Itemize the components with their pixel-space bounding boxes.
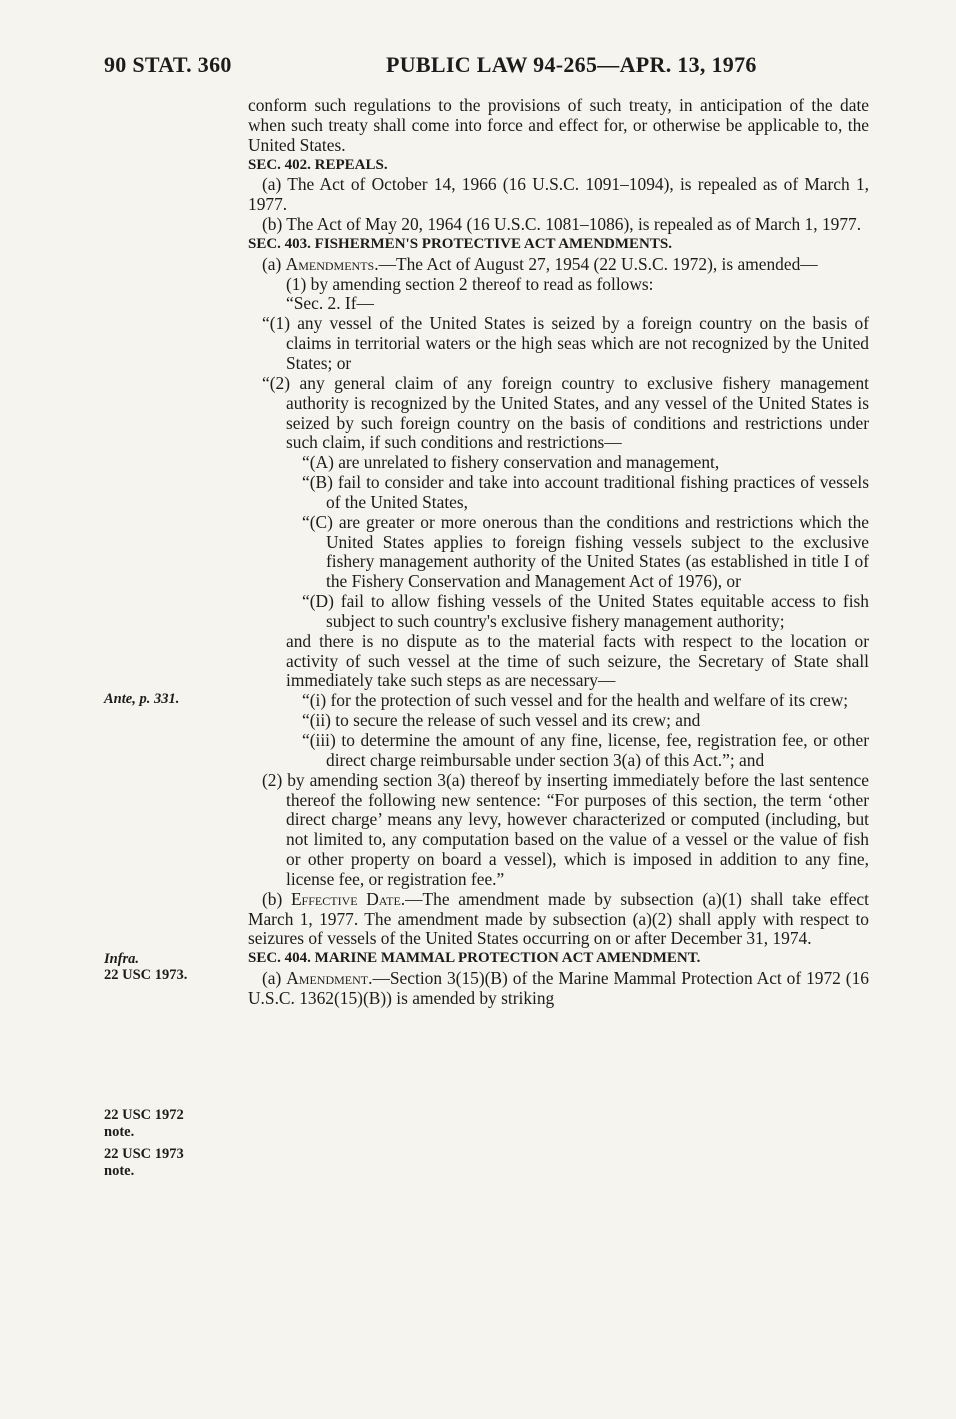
paragraph-2: “(2) any general claim of any foreign country to exclusive fishery management authority is recognized by the United States, and any vessel of the United States is seized by such foreign country on the basis of conditions and restrictions under such claim, if such conditions and restrictions— <box>262 372 869 453</box>
margin-note-infra: Infra. <box>104 951 140 967</box>
margin-note-22usc1973: 22 USC 1973. <box>104 967 188 983</box>
section-402-heading: SEC. 402. REPEALS. <box>248 156 388 173</box>
margin-note-22usc1973-b: 22 USC 1973 <box>104 1146 184 1162</box>
paragraph-iii: “(iii) to determine the amount of any fine, license, fee, registration fee, or other direct charge reimbursable under section 3(a) of this Act.”; and <box>302 730 869 770</box>
sec-2-lead: “Sec. 2. If— <box>286 293 374 314</box>
section-403-a-text: —The Act of August 27, 1954 (22 U.S.C. 1972), is amended— <box>378 253 818 274</box>
section-402-a: (a) The Act of October 14, 1966 (16 U.S.C. 1091–1094), is repealed as of March 1, 1977. <box>248 174 869 215</box>
running-title-header: PUBLIC LAW 94-265—APR. 13, 1976 <box>386 52 757 77</box>
section-404-heading: SEC. 404. MARINE MAMMAL PROTECTION ACT AMENDMENT. <box>248 950 701 967</box>
paragraph-D: “(D) fail to allow fishing vessels of the United States equitable access to fish subject to such country's exclusive fishery management authority; <box>302 591 869 631</box>
paragraph-i: “(i) for the protection of such vessel and for the health and welfare of its crew; <box>302 690 849 711</box>
and-there-clause: and there is no dispute as to the material facts with respect to the location or activity of such vessel at the time of such seizure, the Secretary of State shall immediately take such steps as are necessary— <box>286 630 869 691</box>
paragraph-A: “(A) are unrelated to fishery conservation and management, <box>302 452 720 473</box>
section-403-a-2: (2) by amending section 3(a) thereof by inserting immediately before the last sentence thereof the following new sentence: “For purposes of this section, the term ‘other direct charge’ means any levy, however characterized or computed (including, but not limited to, any computation based on the value of a vessel or the value of fish or other property on board a vessel), which is imposed in addition to any fine, license fee, or registration fee.” <box>262 769 869 889</box>
section-403-a-heading: Amendments. <box>285 253 379 274</box>
margin-note-22usc1973-note: note. <box>104 1163 135 1179</box>
section-402-b: (b) The Act of May 20, 1964 (16 U.S.C. 1081–1086), is repealed as of March 1, 1977. <box>262 214 862 235</box>
margin-note-22usc1972-note: note. <box>104 1124 135 1140</box>
section-403-b-label: (b) <box>262 888 291 909</box>
section-403-b-heading: Effective Date. <box>290 888 406 909</box>
section-403-a-label: (a) <box>262 253 286 274</box>
page-number-header: 90 STAT. 360 <box>104 52 232 77</box>
section-404-a-heading: Amendment. <box>286 968 373 989</box>
document-body <box>248 96 869 1009</box>
section-403-b-text: —The amendment made by subsection (a)(1) shall take effect March 1, 1977. The amendment made by subsection (a)(2) shall apply with respect to seizures of vessels of the United States occurring on or after December 31, 1974. <box>248 888 869 949</box>
section-403-a-1: (1) by amending section 2 thereof to read as follows: <box>286 273 654 294</box>
paragraph-1: “(1) any vessel of the United States is seized by a foreign country on the basis of claims in territorial waters or the high seas which are not recognized by the United States; or <box>262 313 869 373</box>
intro-paragraph: conform such regulations to the provisions of such treaty, in anticipation of the date when such treaty shall come into force and effect for, or otherwise be applicable to, the United States. <box>248 95 869 155</box>
section-404-a-text: —Section 3(15)(B) of the Marine Mammal Protection Act of 1972 (16 U.S.C. 1362(15)(B)) is amended by striking <box>248 968 869 1008</box>
section-403-b <box>248 890 869 950</box>
section-404-a <box>248 969 869 1009</box>
section-403-heading: SEC. 403. FISHERMEN'S PROTECTIVE ACT AMENDMENTS. <box>248 235 672 252</box>
paragraph-C: “(C) are greater or more onerous than the conditions and restrictions which the United States applies to foreign fishing vessels subject to the exclusive fishery management authority of the United States (as established in title I of the Fishery Conservation and Management Act of 1976), or <box>302 511 869 592</box>
section-403-a <box>248 255 869 275</box>
margin-note-22usc1972: 22 USC 1972 <box>104 1107 184 1123</box>
margin-note-ante: Ante, p. 331. <box>104 691 180 707</box>
paragraph-ii: “(ii) to secure the release of such vessel and its crew; and <box>302 710 701 731</box>
section-404-a-label: (a) <box>262 968 287 989</box>
paragraph-B: “(B) fail to consider and take into account traditional fishing practices of vessels of the United States, <box>302 472 869 512</box>
